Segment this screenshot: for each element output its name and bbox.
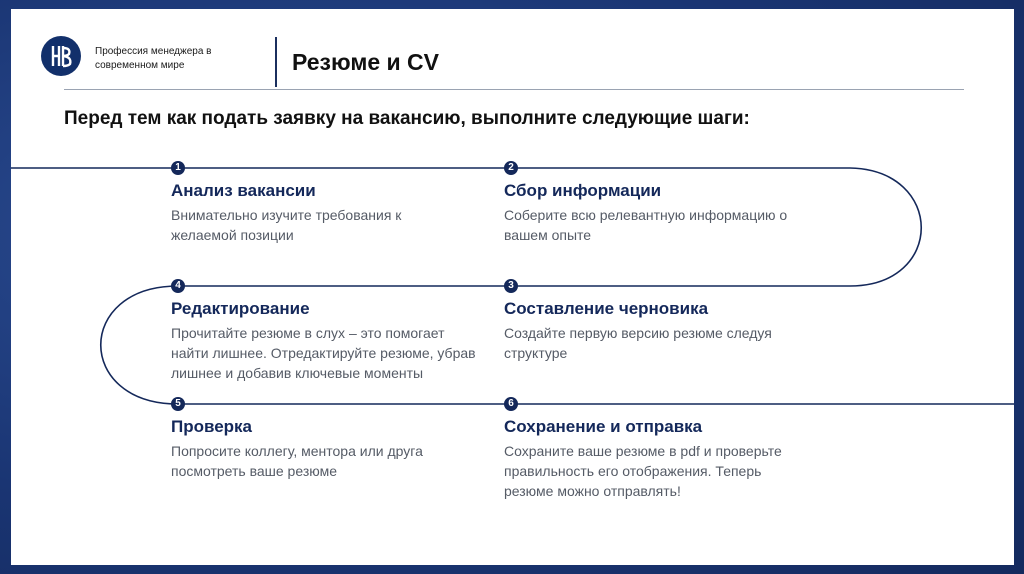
step-number: 5: [171, 397, 185, 411]
course-name: Профессия менеджера в современном мире: [95, 46, 212, 71]
step-number: 2: [504, 161, 518, 175]
step-title: Редактирование: [171, 299, 310, 318]
step-title: Анализ вакансии: [171, 181, 316, 200]
step-number: 6: [504, 397, 518, 411]
step-description: Сохраните ваше резюме в pdf и проверьте правильность его отображения. Теперь резюме можно отправлять!: [504, 443, 782, 499]
step-number: 4: [171, 279, 185, 293]
step-description: Прочитайте резюме в слух – это помогает найти лишнее. Отредактируйте резюме, убрав лишнее и добавив ключевые моменты: [171, 325, 476, 381]
step-description: Попросите коллегу, ментора или друга посмотреть ваше резюме: [171, 443, 423, 479]
step-number: 1: [171, 161, 185, 175]
step-description: Соберите всю релевантную информацию о вашем опыте: [504, 207, 788, 243]
step-description: Создайте первую версию резюме следуя структуре: [504, 325, 772, 361]
step-description: Внимательно изучите требования к желаемой позиции: [171, 207, 402, 243]
step-title: Проверка: [171, 417, 253, 436]
step-title: Сохранение и отправка: [504, 417, 703, 436]
step-number: 3: [504, 279, 518, 293]
page-title: Резюме и CV: [292, 49, 440, 75]
subtitle: Перед тем как подать заявку на вакансию, выполните следующие шаги:: [64, 108, 750, 129]
step-title: Составление черновика: [504, 299, 709, 318]
step-title: Сбор информации: [504, 181, 662, 200]
